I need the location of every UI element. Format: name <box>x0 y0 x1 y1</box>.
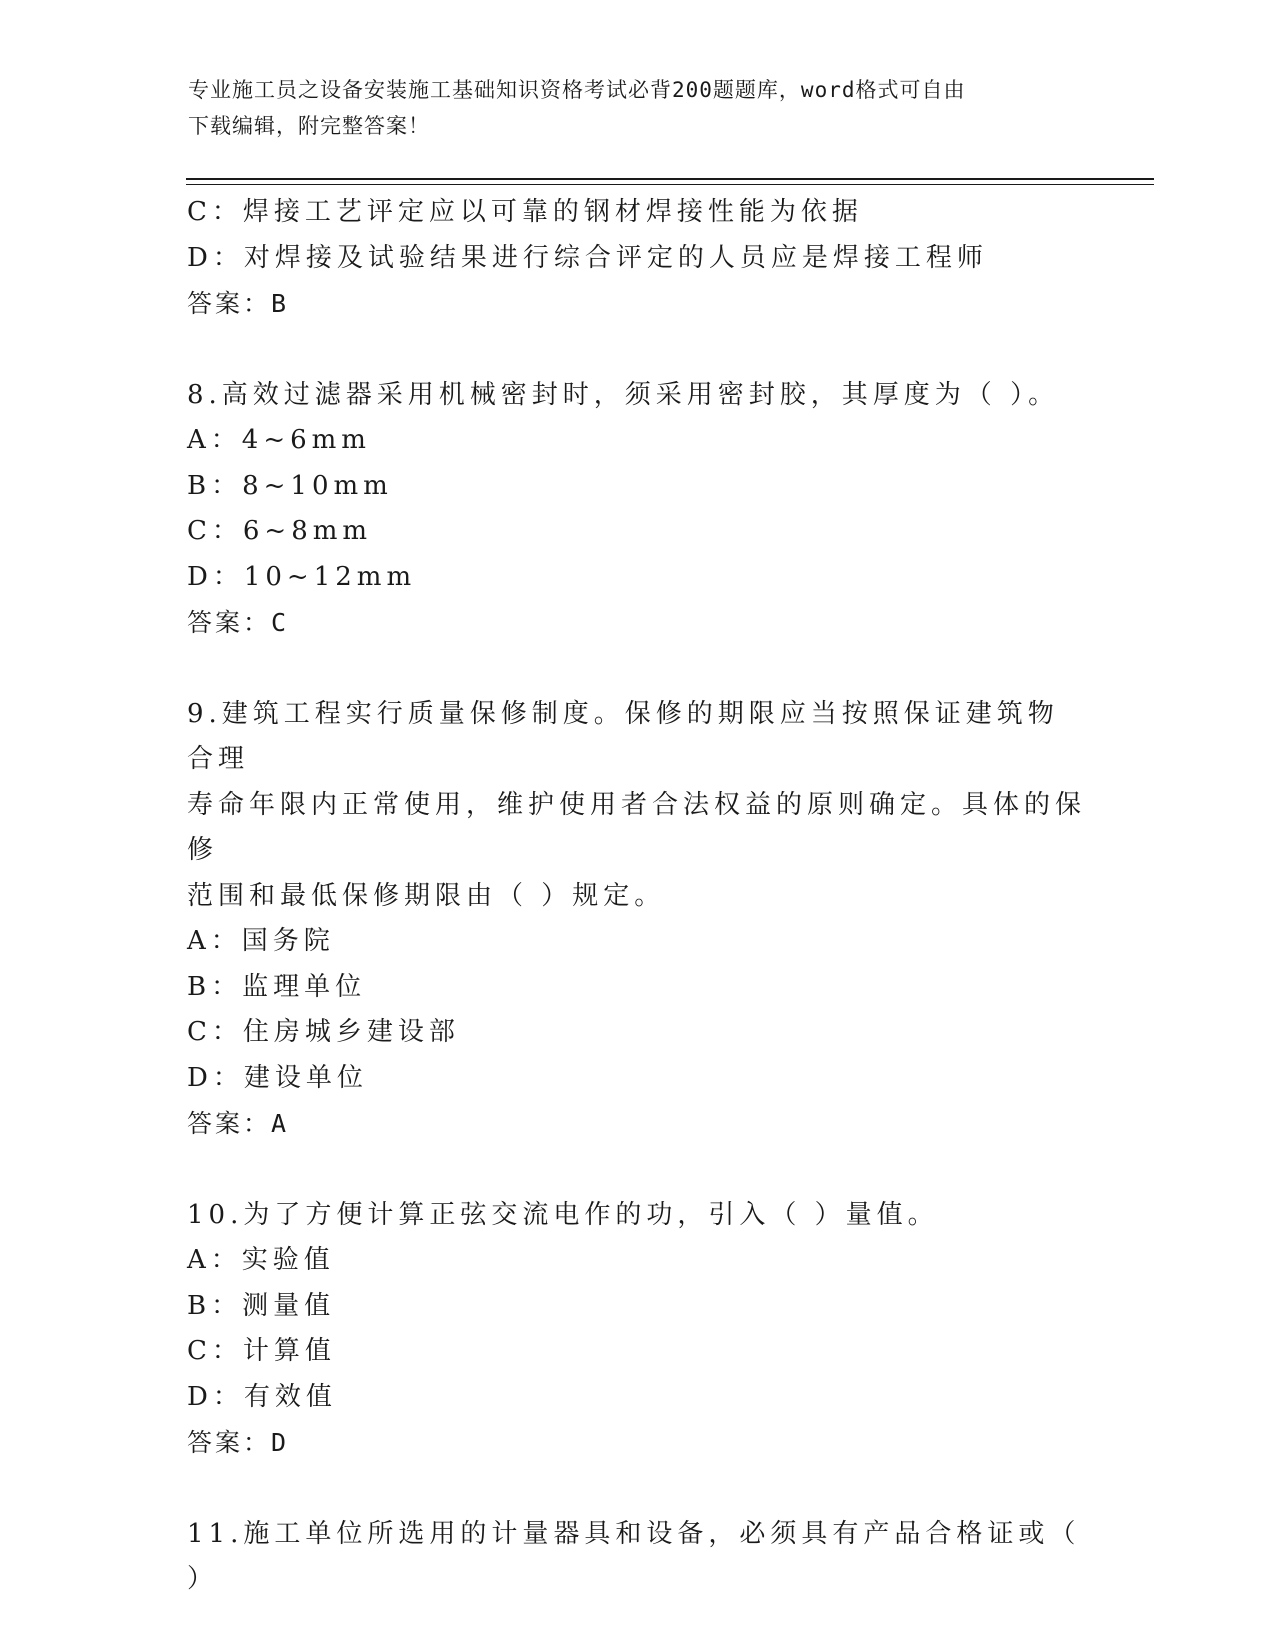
header-divider-thin <box>186 184 1154 185</box>
spacer <box>187 1147 1087 1193</box>
header-divider-thick <box>186 178 1154 180</box>
question-block-11 <box>187 1512 1087 1603</box>
question-stem-line-2: 寿命年限内正常使用，维护使用者合法权益的原则确定。具体的保修 <box>187 789 1087 865</box>
question-block-9 <box>187 692 1087 1147</box>
header-line-1: 专业施工员之设备安装施工基础知识资格考试必背200题题库，word格式可自由 <box>188 78 966 102</box>
answer-label: 答案：A <box>187 1109 290 1138</box>
question-block-7 <box>187 190 1087 327</box>
option-b: B：监理单位 <box>187 971 367 1002</box>
option-d: D：10~12mm <box>187 561 417 592</box>
header-line-2: 下载编辑，附完整答案！ <box>188 114 430 138</box>
document-header <box>188 72 1068 144</box>
option-a: A：国务院 <box>187 926 335 956</box>
option-a: A：4~6mm <box>187 425 371 455</box>
option-c: C：住房城乡建设部 <box>187 1017 460 1047</box>
question-block-10 <box>187 1193 1087 1466</box>
answer-label: 答案：D <box>187 1428 290 1457</box>
question-stem: 10.为了方便计算正弦交流电作的功，引入（ ）量值。 <box>187 1199 939 1230</box>
question-stem: 11.施工单位所选用的计量器具和设备，必须具有产品合格证或（ ） <box>187 1518 1081 1594</box>
option-d: D：建设单位 <box>187 1062 368 1093</box>
question-stem-line-1: 9.建筑工程实行质量保修制度。保修的期限应当按照保证建筑物合理 <box>187 698 1059 774</box>
option-b: B：8~10mm <box>187 470 393 501</box>
question-block-8 <box>187 373 1087 646</box>
spacer <box>187 646 1087 692</box>
option-c: C：焊接工艺评定应以可靠的钢材焊接性能为依据 <box>187 197 863 227</box>
spacer <box>187 327 1087 373</box>
answer-label: 答案：C <box>187 608 290 637</box>
option-c: C：计算值 <box>187 1336 336 1366</box>
question-stem: 8.高效过滤器采用机械密封时，须采用密封胶，其厚度为（ ）。 <box>187 379 1060 410</box>
answer-label: 答案：B <box>187 289 290 318</box>
option-b: B：测量值 <box>187 1290 336 1321</box>
question-list <box>187 190 1087 1603</box>
question-stem-line-3: 范围和最低保修期限由（ ）规定。 <box>187 880 666 911</box>
option-d: D：对焊接及试验结果进行综合评定的人员应是焊接工程师 <box>187 242 988 273</box>
option-d: D：有效值 <box>187 1381 337 1412</box>
spacer <box>187 1466 1087 1512</box>
option-a: A：实验值 <box>187 1245 335 1275</box>
option-c: C：6~8mm <box>187 516 373 546</box>
